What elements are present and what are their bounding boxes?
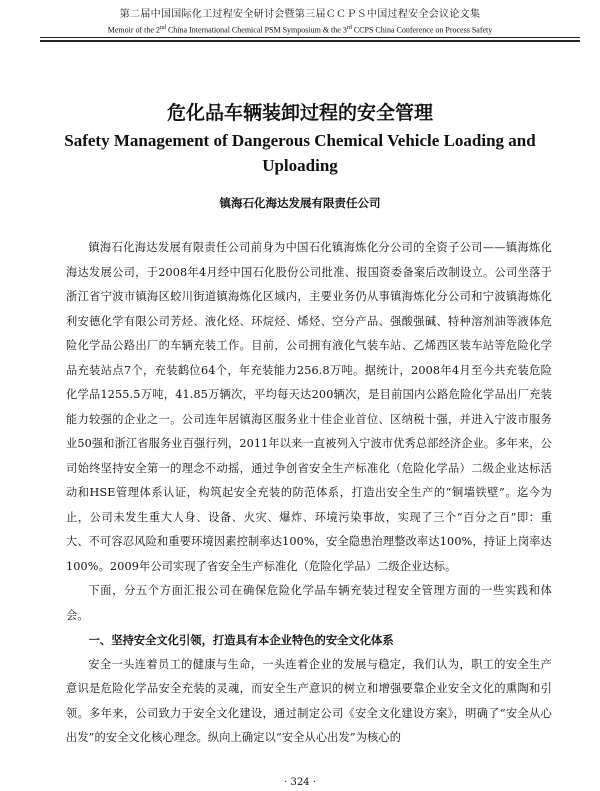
header-en-part3: CCPS China Conference on Process Safety <box>351 25 493 35</box>
header-en <box>0 22 600 37</box>
header-rule-thick <box>40 40 580 42</box>
header-en-sup-nd: nd <box>159 25 166 31</box>
body-text <box>66 236 552 751</box>
title-english: Safety Management of Dangerous Chemical Vehicle Loading and Uploading <box>64 131 536 175</box>
page-number: · 324 · <box>284 777 316 788</box>
header-en-part2: China International Chemical PSM Symposium & the 3 <box>165 25 347 35</box>
paragraph-section-1: 安全一头连着员工的健康与生命，一头连着企业的发展与稳定，我们认为，职工的安全生产意识是危险化学品安全充装的灵魂，而安全生产意识的树立和增强要靠企业安全文化的熏陶和引领。多年来，公司致力于安全文化建设，通过制定公司《安全文化建设方案》，明确了“安全从心出发”的安全文化核心理念。纵向上确定以“安全从心出发”为核心的 <box>66 657 552 744</box>
author-organization: 镇海石化海达发展有限责任公司 <box>219 196 381 210</box>
running-header <box>0 8 600 37</box>
header-en-part1: Memoir of the 2 <box>107 25 160 35</box>
section-heading-1: 一、坚持安全文化引领，打造具有本企业特色的安全文化体系 <box>88 633 394 647</box>
title-chinese: 危化品车辆装卸过程的安全管理 <box>166 102 433 124</box>
header-rule-thin <box>40 37 580 38</box>
paragraph-overview: 下面，分五个方面汇报公司在确保危险化学品车辆充装过程安全管理方面的一些实践和体会。 <box>66 584 552 622</box>
header-en-sup-rd: rd <box>346 25 352 31</box>
paragraph-intro: 镇海石化海达发展有限责任公司前身为中国石化镇海炼化分公司的全资子公司——镇海炼化海达发展公司，于2008年4月经中国石化股份公司批准、报国资委备案后改制设立。公司坐落于浙江省宁波市镇海区蛟川街道镇海炼化区域内，主要业务仍从事镇海炼化分公司和宁波镇海炼化利安德化学有限公司芳烃、液化烃、环烷烃、烯烃、空分产品、强酸强碱、特种溶剂油等液体危险化学品公路出厂的车辆充装工作。目前，公司拥有液化气装车站、乙烯西区装车站等危险化学品充装站点7个，充装鹤位64个，年充装能力256.8万吨。据统计，2008年4月至今共充装危险化学品1255.5万吨，41.85万辆次，平均每天达200辆次，是目前国内公路危险化学品出厂充装能力较强的企业之一。公司连年居镇海区服务业十佳企业首位、区纳税十强，并进入宁波市服务业50强和浙江省服务业百强行列，2011年以来一直被列入宁波市优秀总部经济企业。多年来，公司始终坚持安全第一的理念不动摇，通过争创省安全生产标准化（危险化学品）二级企业达标活动和HSE管理体系认证，构筑起安全充装的防范体系，打造出安全生产的“铜墙铁壁”。迄今为止，公司未发生重大人身、设备、火灾、爆炸、环境污染事故，实现了三个“百分之百”即：重大、不可容忍风险和重要环境因素控制率达100%，安全隐患治理整改率达100%，持证上岗率达100%。2009年公司实现了省安全生产标准化（危险化学品）二级企业达标。 <box>66 241 552 573</box>
header-cn: 第二届中国国际化工过程安全研讨会暨第三届ＣＣＰＳ中国过程安全会议论文集 <box>119 9 481 20</box>
